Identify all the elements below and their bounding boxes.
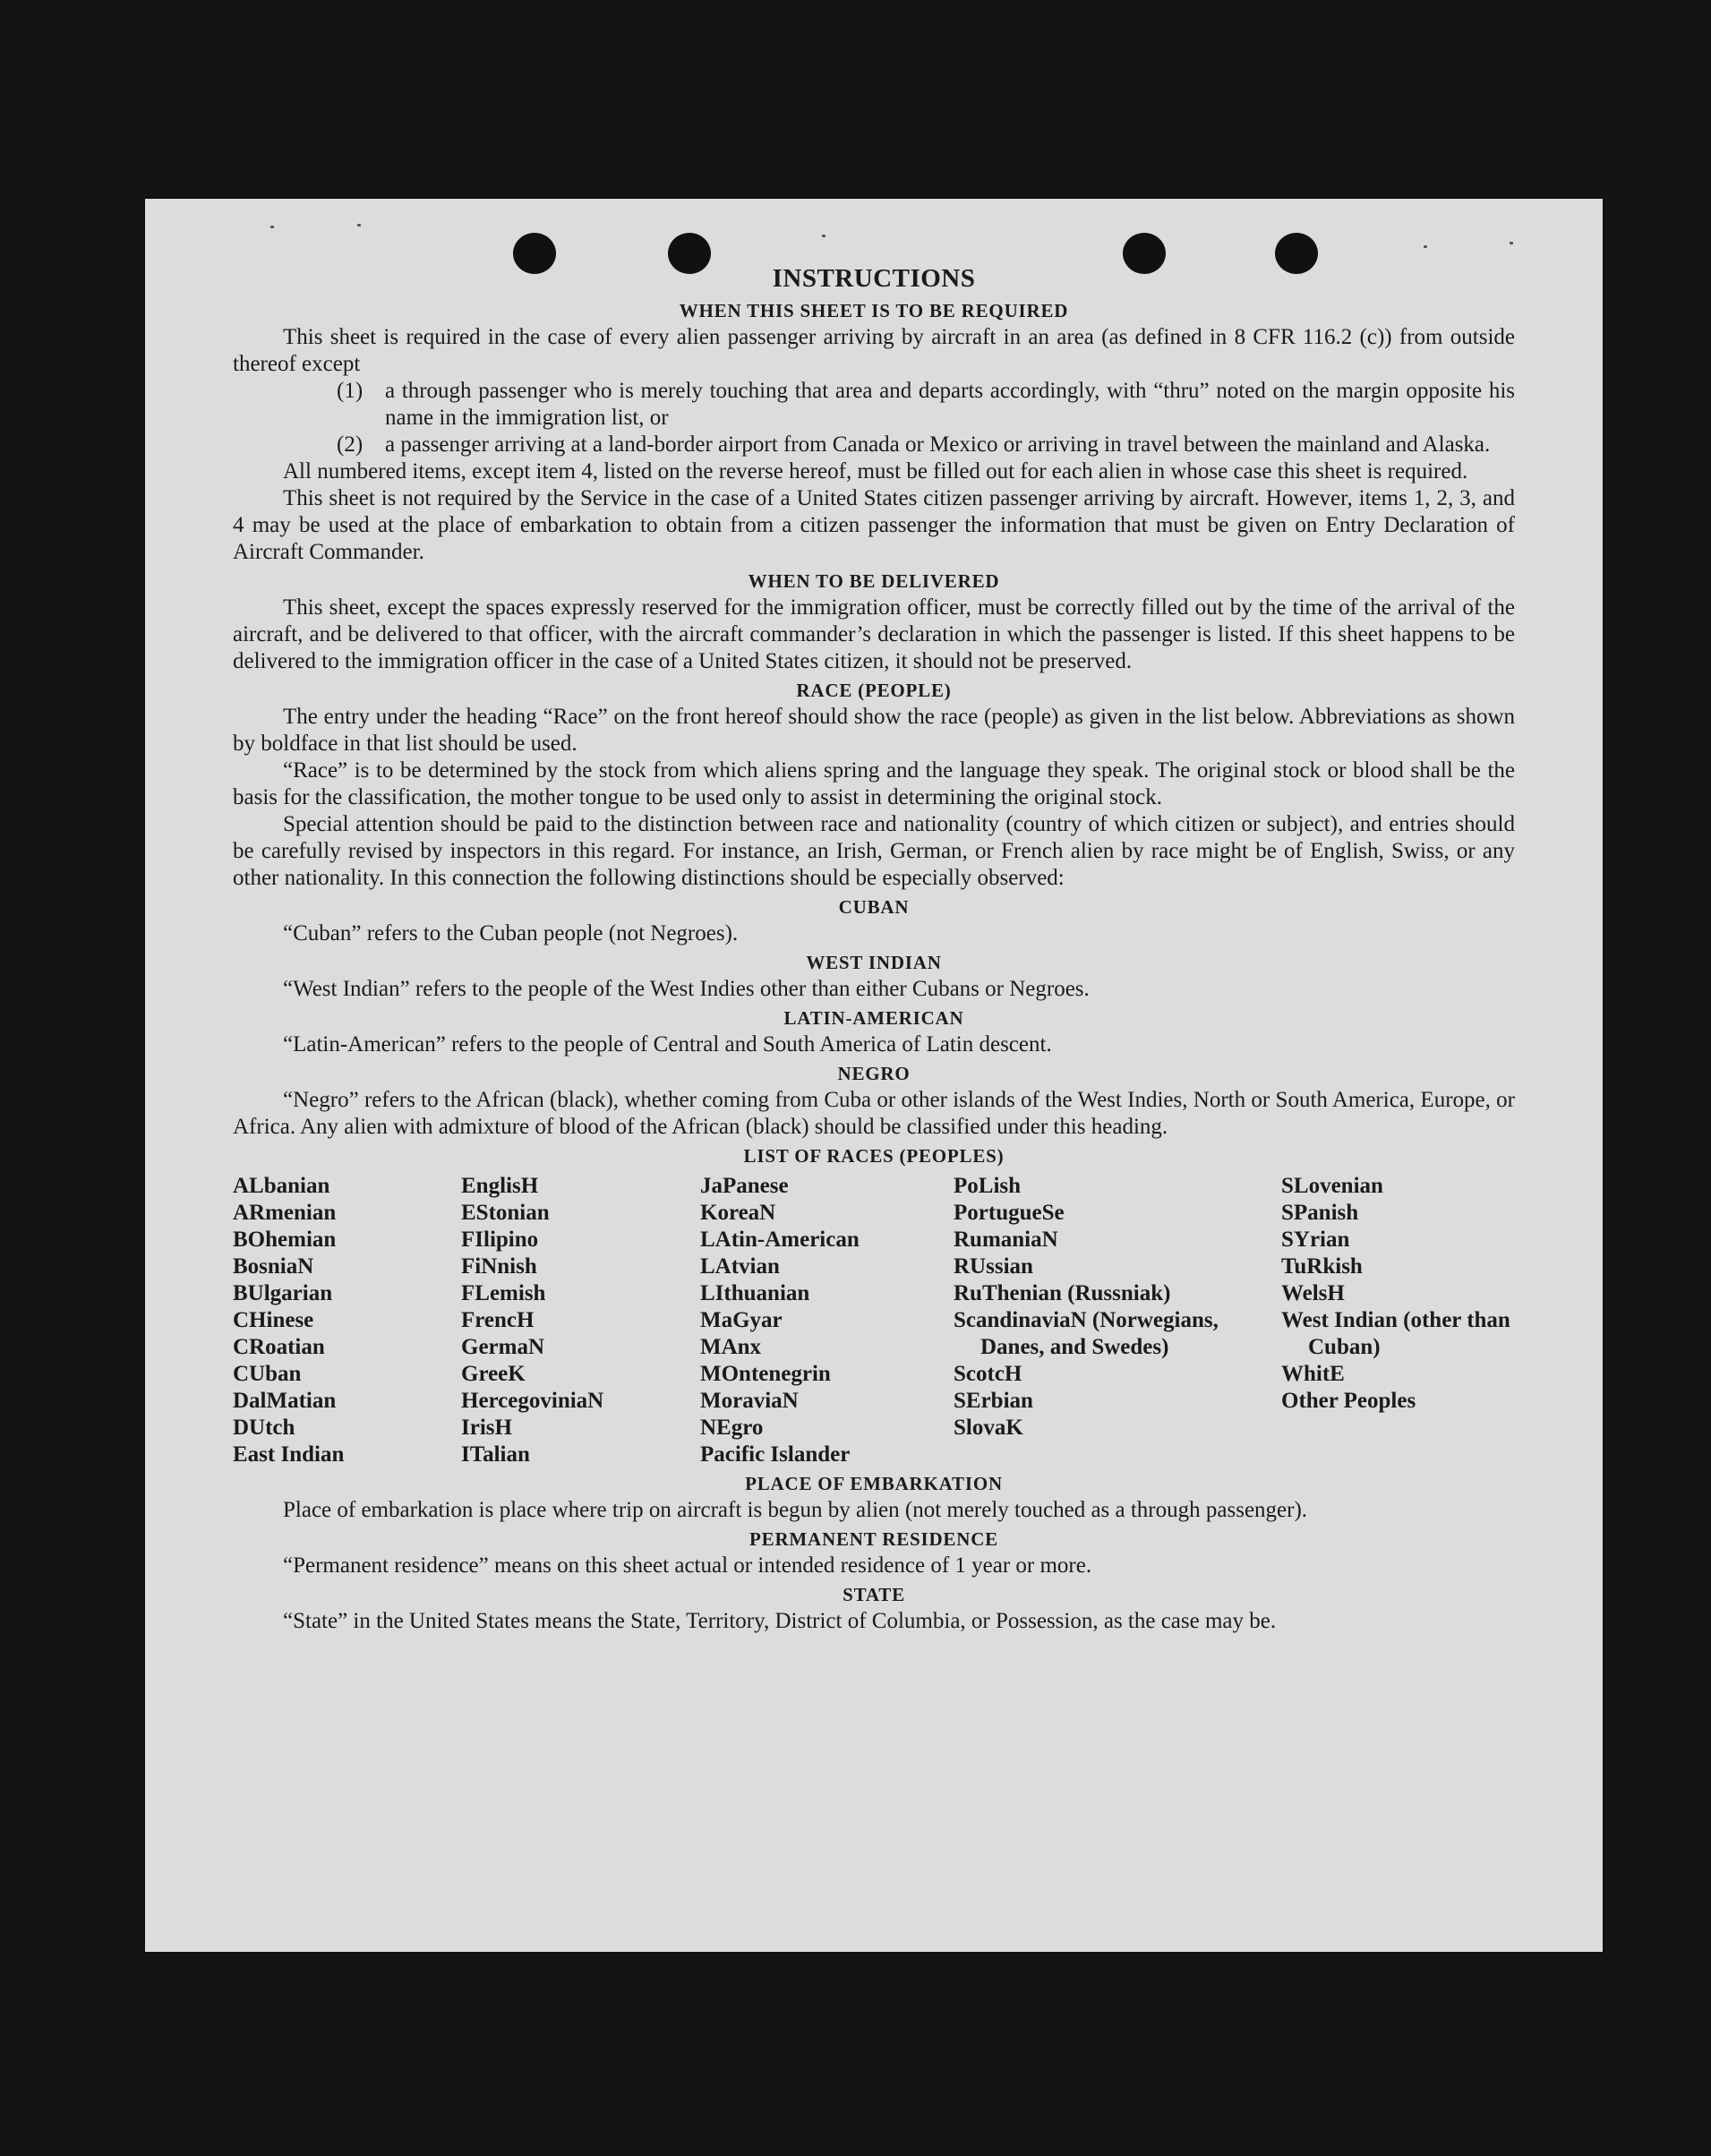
document-page [145,199,1603,1952]
race-item: EStonian [461,1201,550,1225]
item-text: a passenger arriving at a land-border airport from Canada or Mexico or arriving in travel between the mainland and Alaska. [385,432,1491,457]
race-item: Pacific Islander [700,1442,851,1467]
race-item: LIthuanian [700,1281,810,1305]
paragraph: “West Indian” refers to the people of the West Indies other than either Cubans or Negroes. [283,977,1090,1001]
race-item: NEgro [700,1416,764,1440]
section-heading: CUBAN [838,896,910,918]
race-item: LAtvian [700,1254,780,1279]
paragraph: Place of embarkation is place where trip on aircraft is begun by alien (not merely touched as a through passenger). [283,1498,1308,1522]
race-item: GermaN [461,1335,545,1359]
race-item: PortugueSe [954,1201,1065,1225]
race-item: ALbanian [233,1174,330,1198]
race-item: SYrian [1281,1228,1350,1252]
section-heading: WHEN TO BE DELIVERED [748,570,1000,592]
race-item: FIlipino [461,1228,539,1252]
race-item: SPanish [1281,1201,1359,1225]
numbered-item [233,378,1515,432]
race-item: CRoatian [233,1335,325,1359]
race-item: DUtch [233,1416,295,1440]
page-title: INSTRUCTIONS [772,264,976,293]
race-item: West Indian (other than Cuban) [1281,1308,1510,1359]
section-heading: PLACE OF EMBARKATION [745,1473,1003,1494]
paragraph: Special attention should be paid to the distinction between race and nationality (country of which citizen or subject), and entries should be carefully revised by inspectors in this regard. For instance, an Irish, German, or French alien by race might be of English, Swiss, or any other nationality. In this connection the following distinctions should be especially observed: [233,812,1515,890]
race-item: BosniaN [233,1254,314,1279]
race-list [233,1173,1515,1468]
race-item: EnglisH [461,1174,539,1198]
item-number: (2) [337,432,364,457]
race-item: KoreaN [700,1201,776,1225]
race-item: RUssian [954,1254,1033,1279]
race-item: WelsH [1281,1281,1345,1305]
paragraph: This sheet, except the spaces expressly reserved for the immigration officer, must be correctly filled out by the time of the arrival of the aircraft, and be delivered to that officer, with the aircraft commander’s declaration in which the passenger is listed. If this sheet happens to be delivered to the immigration officer in the case of a United States citizen, it should not be preserved. [233,595,1515,673]
race-item: FiNnish [461,1254,537,1279]
race-item: Other Peoples [1281,1389,1416,1413]
race-item: FrencH [461,1308,535,1332]
paragraph: This sheet is not required by the Service in the case of a United States citizen passenger arriving by aircraft. However, items 1, 2, 3, and 4 may be used at the place of embarkation to obtain from a citizen passenger the information that must be given on Entry Declaration of Aircraft Commander. [233,486,1515,564]
paragraph: “Permanent residence” means on this sheet actual or intended residence of 1 year or more. [283,1553,1092,1578]
paragraph: “Latin-American” refers to the people of Central and South America of Latin descent. [283,1032,1052,1057]
race-item: LAtin-American [700,1228,860,1252]
section-heading: LIST OF RACES (PEOPLES) [743,1145,1005,1167]
section-heading: WEST INDIAN [806,952,942,973]
race-column [700,1173,954,1468]
race-item: PoLish [954,1174,1022,1198]
paragraph: All numbered items, except item 4, listed on the reverse hereof, must be filled out for each alien in whose case this sheet is required. [283,459,1468,483]
race-item: IrisH [461,1416,512,1440]
race-item: MOntenegrin [700,1362,831,1386]
paragraph: “State” in the United States means the State, Territory, District of Columbia, or Possession, as the case may be. [283,1609,1277,1633]
race-column [1281,1173,1515,1468]
race-item: ScotcH [954,1362,1022,1386]
instructions-content [233,263,1515,1635]
race-item: East Indian [233,1442,345,1467]
race-item: ARmenian [233,1201,337,1225]
paragraph: The entry under the heading “Race” on the front hereof should show the race (people) as given in the list below. Abbreviations as shown by boldface in that list should be used. [233,705,1515,756]
section-heading: PERMANENT RESIDENCE [749,1528,998,1550]
race-item: MAnx [700,1335,762,1359]
paragraph: “Negro” refers to the African (black), whether coming from Cuba or other islands of the West Indies, North or South America, Europe, or Africa. Any alien with admixture of blood of the African (black) should be classified under this heading. [233,1088,1515,1139]
race-item: WhitE [1281,1362,1345,1386]
race-item: JaPanese [700,1174,789,1198]
numbered-item [233,432,1515,458]
paragraph: “Cuban” refers to the Cuban people (not Negroes). [283,921,739,945]
race-item: SLovenian [1281,1174,1383,1198]
race-item: MaGyar [700,1308,783,1332]
paragraph: “Race” is to be determined by the stock from which aliens spring and the language they speak. The original stock or blood shall be the basis for the classification, the mother tongue to be used only to assist in determining the original stock. [233,758,1515,809]
race-item: SErbian [954,1389,1033,1413]
item-number: (1) [337,379,364,403]
race-item: HercegoviniaN [461,1389,604,1413]
race-item: RumaniaN [954,1228,1058,1252]
race-item: ITalian [461,1442,530,1467]
race-item: MoraviaN [700,1389,799,1413]
race-item: FLemish [461,1281,546,1305]
race-item: BUlgarian [233,1281,333,1305]
paragraph: This sheet is required in the case of every alien passenger arriving by aircraft in an area (as defined in 8 CFR 116.2 (c)) from outside thereof except [233,325,1515,376]
race-column [233,1173,461,1468]
item-text: a through passenger who is merely touching that area and departs accordingly, with “thru” noted on the margin opposite his name in the immigration list, or [385,379,1515,430]
race-item: DalMatian [233,1389,337,1413]
section-heading: RACE (PEOPLE) [796,680,952,701]
race-item: GreeK [461,1362,526,1386]
race-item: CUban [233,1362,302,1386]
race-item: TuRkish [1281,1254,1363,1279]
race-item: SlovaK [954,1416,1023,1440]
section-heading: WHEN THIS SHEET IS TO BE REQUIRED [679,300,1069,321]
race-item: RuThenian (Russniak) [954,1281,1171,1305]
race-column [954,1173,1281,1468]
race-item: CHinese [233,1308,314,1332]
race-column [461,1173,700,1468]
section-heading: NEGRO [837,1063,911,1084]
race-item: BOhemian [233,1228,337,1252]
race-item: ScandinaviaN (Norwegians, Danes, and Swedes) [954,1308,1219,1359]
section-heading: LATIN-AMERICAN [783,1007,964,1029]
section-heading: STATE [843,1584,905,1605]
